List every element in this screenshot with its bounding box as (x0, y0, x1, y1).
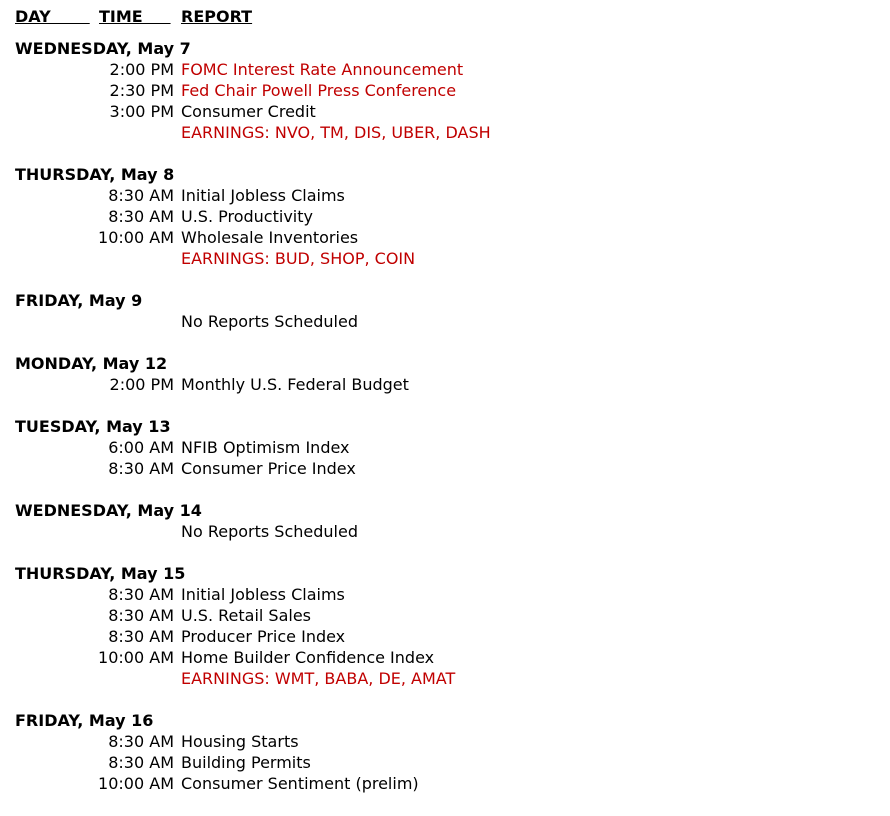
report-time: 8:30 AM (108, 459, 174, 478)
report-time: 8:30 AM (108, 585, 174, 604)
report-name-highlighted: EARNINGS: NVO, TM, DIS, UBER, DASH (181, 123, 491, 142)
report-name: Consumer Price Index (181, 459, 356, 478)
report-name: U.S. Retail Sales (181, 606, 312, 625)
report-time: 2:30 PM (109, 81, 174, 100)
day-heading-row (0, 38, 890, 59)
report-time: 6:00 AM (108, 438, 174, 457)
report-time: 8:30 AM (108, 186, 174, 205)
report-row (0, 605, 890, 626)
report-time: 8:30 AM (108, 753, 174, 772)
report-name: Wholesale Inventories (181, 228, 359, 247)
report-row (0, 437, 890, 458)
report-row (0, 668, 890, 689)
report-row (0, 374, 890, 395)
report-row (0, 80, 890, 101)
day-heading: FRIDAY, May 16 (15, 711, 154, 730)
day-heading: WEDNESDAY, May 14 (15, 501, 202, 520)
report-time: 10:00 AM (98, 228, 174, 247)
column-header-day: DAY (15, 7, 90, 26)
report-name-highlighted: EARNINGS: WMT, BABA, DE, AMAT (181, 669, 456, 688)
report-row (0, 311, 890, 332)
report-row (0, 731, 890, 752)
report-row (0, 59, 890, 80)
day-heading: THURSDAY, May 8 (15, 165, 175, 184)
report-name: U.S. Productivity (181, 207, 313, 226)
day-heading-row (0, 353, 890, 374)
report-name: Initial Jobless Claims (181, 585, 345, 604)
report-name: Consumer Credit (181, 102, 316, 121)
report-row (0, 626, 890, 647)
column-header-row (0, 6, 890, 27)
day-heading-row (0, 416, 890, 437)
report-name: NFIB Optimism Index (181, 438, 350, 457)
report-row (0, 584, 890, 605)
day-heading-row (0, 563, 890, 584)
day-heading: FRIDAY, May 9 (15, 291, 143, 310)
day-heading-row (0, 164, 890, 185)
report-row (0, 206, 890, 227)
report-time: 8:30 AM (108, 606, 174, 625)
report-row (0, 122, 890, 143)
report-row (0, 521, 890, 542)
report-name: Building Permits (181, 753, 311, 772)
report-time: 2:00 PM (109, 60, 174, 79)
report-time: 10:00 AM (98, 774, 174, 793)
report-row (0, 647, 890, 668)
report-time: 10:00 AM (98, 648, 174, 667)
report-row (0, 248, 890, 269)
report-row (0, 773, 890, 794)
report-row (0, 752, 890, 773)
report-name-highlighted: EARNINGS: BUD, SHOP, COIN (181, 249, 416, 268)
report-row (0, 101, 890, 122)
report-time: 3:00 PM (109, 102, 174, 121)
day-heading-row (0, 500, 890, 521)
day-heading-row (0, 290, 890, 311)
report-name: No Reports Scheduled (181, 312, 358, 331)
report-name-highlighted: Fed Chair Powell Press Conference (181, 81, 457, 100)
report-name: Initial Jobless Claims (181, 186, 345, 205)
report-name: Housing Starts (181, 732, 299, 751)
report-row (0, 227, 890, 248)
report-name: Monthly U.S. Federal Budget (181, 375, 409, 394)
report-time: 8:30 AM (108, 732, 174, 751)
day-heading: THURSDAY, May 15 (15, 564, 186, 583)
report-name: Home Builder Confidence Index (181, 648, 435, 667)
column-header-report: REPORT (181, 7, 253, 26)
report-name-highlighted: FOMC Interest Rate Announcement (181, 60, 464, 79)
report-row (0, 458, 890, 479)
report-time: 2:00 PM (109, 375, 174, 394)
report-name: Consumer Sentiment (prelim) (181, 774, 419, 793)
report-time: 8:30 AM (108, 627, 174, 646)
column-header-time: TIME (99, 7, 171, 26)
report-time: 8:30 AM (108, 207, 174, 226)
report-row (0, 185, 890, 206)
day-heading-row (0, 710, 890, 731)
day-heading: TUESDAY, May 13 (15, 417, 171, 436)
day-heading: WEDNESDAY, May 7 (15, 39, 191, 58)
report-name: Producer Price Index (181, 627, 346, 646)
day-heading: MONDAY, May 12 (15, 354, 168, 373)
report-name: No Reports Scheduled (181, 522, 358, 541)
